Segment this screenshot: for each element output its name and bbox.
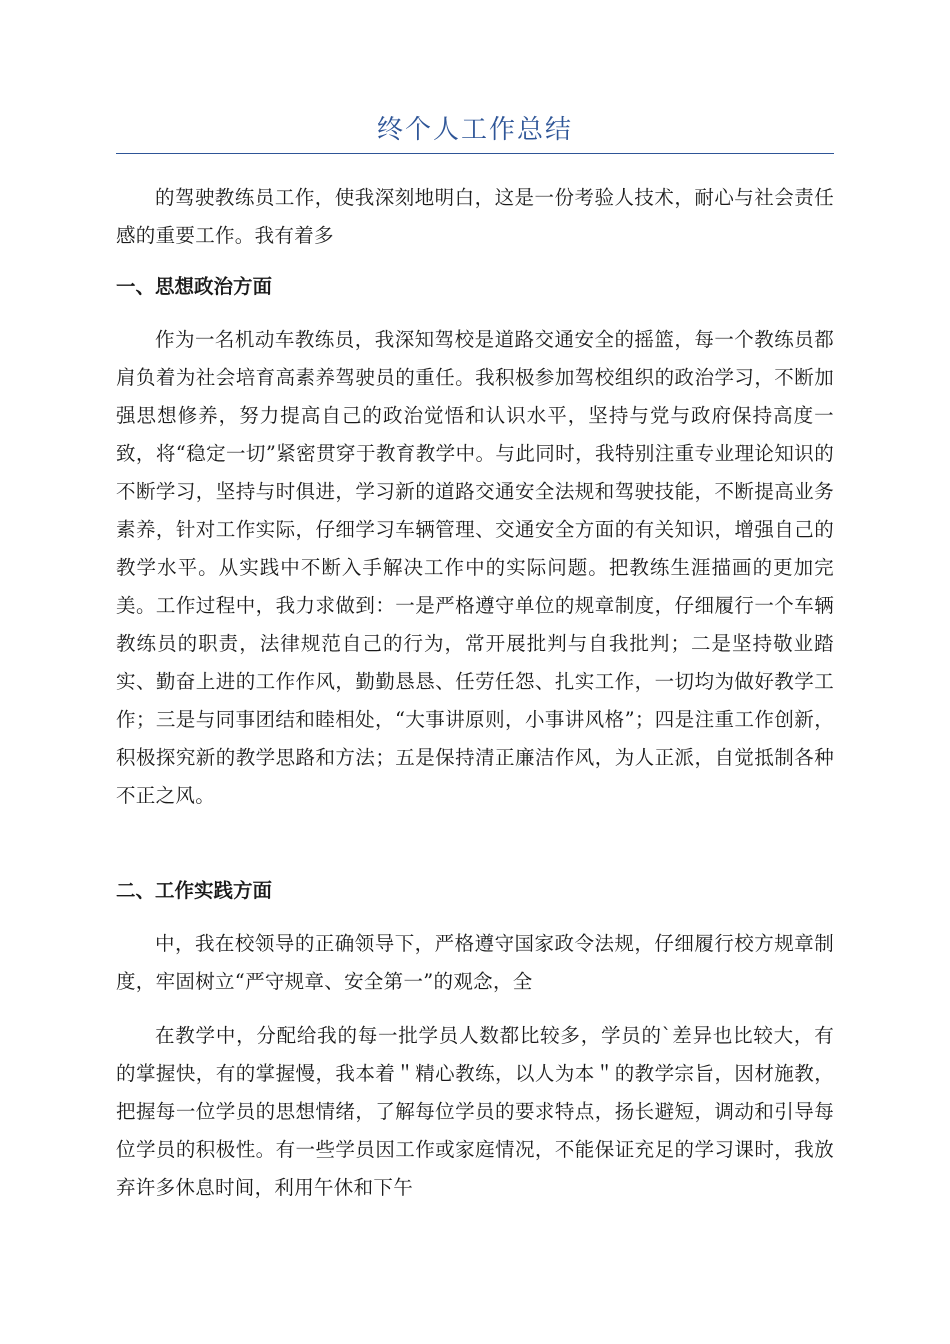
title-underline <box>116 153 834 154</box>
document-title: 终个人工作总结 <box>376 115 573 145</box>
section-2-paragraph-1: 中，我在校领导的正确领导下，严格遵守国家政令法规，仔细履行校方规章制度，牢固树立“严守规章、安全第一”的观念，全 <box>116 932 834 993</box>
section-1-paragraph-1: 作为一名机动车教练员，我深知驾校是道路交通安全的摇篮，每一个教练员都肩负着为社会培育高素养驾驶员的重任。我积极参加驾校组织的政治学习，不断加强思想修养，努力提高自己的政治觉悟和认识水平，坚持与党与政府保持高度一致，将“稳定一切”紧密贯穿于教育教学中。与此同时，我特别注重专业理论知识的不断学习，坚持与时俱进，学习新的道路交通安全法规和驾驶技能，不断提高业务素养，针对工作实际，仔细学习车辆管理、交通安全方面的有关知识，增强自己的教学水平。从实践中不断入手解决工作中的实际问题。把教练生涯描画的更加完美。工作过程中，我力求做到：一是严格遵守单位的规章制度，仔细履行一个车辆教练员的职责，法律规范自己的行为，常开展批判与自我批判；二是坚持敬业踏实、勤奋上进的工作作风，勤勤恳恳、任劳任怨、扎实工作，一切均为做好教学工作；三是与同事团结和睦相处，“大事讲原则，小事讲风格”；四是注重工作创新，积极探究新的教学思路和方法；五是保持清正廉洁作风，为人正派，自觉抵制各种不正之风。 <box>116 328 834 807</box>
section-2-paragraph-2: 在教学中，分配给我的每一批学员人数都比较多，学员的`差异也比较大，有的掌握快，有的掌握慢，我本着＂精心教练，以人为本＂的教学宗旨，因材施教，把握每一位学员的思想情绪，了解每位学员的要求特点，扬长避短，调动和引导每位学员的积极性。有一些学员因工作或家庭情况，不能保证充足的学习课时，我放弃许多休息时间，利用午休和下午 <box>116 1024 834 1199</box>
section-heading-2: 二、工作实践方面 <box>116 879 273 902</box>
intro-paragraph: 的驾驶教练员工作，使我深刻地明白，这是一份考验人技术，耐心与社会责任感的重要工作。我有着多 <box>116 186 834 247</box>
section-heading-1: 一、思想政治方面 <box>116 275 273 298</box>
